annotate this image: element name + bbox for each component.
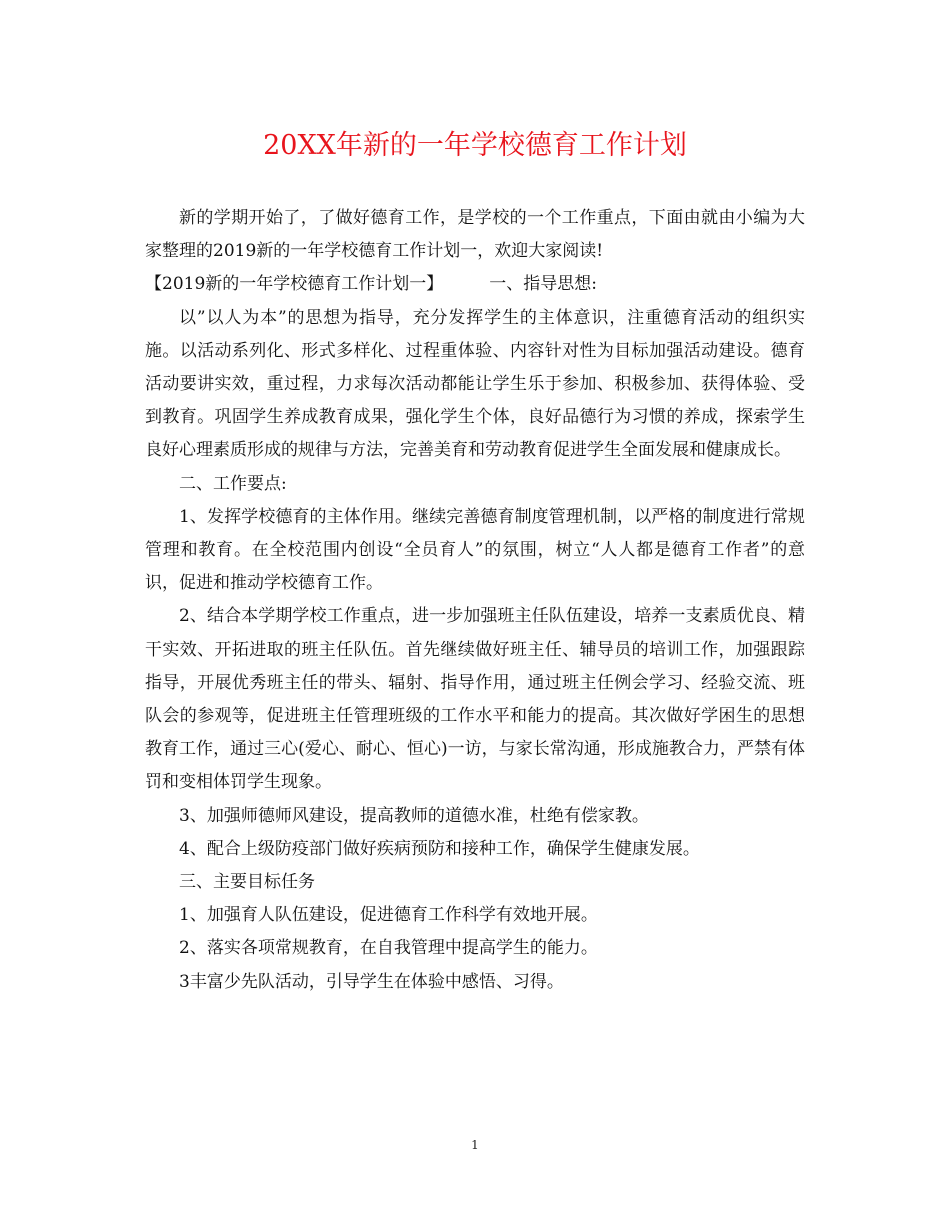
intro-paragraph: 新的学期开始了，了做好德育工作，是学校的一个工作重点，下面由就由小编为大家整理的2019新的一年学校德育工作计划一，欢迎大家阅读! <box>145 208 805 262</box>
section-header-line <box>145 268 805 301</box>
heading-work-points: 二、工作要点: <box>179 473 287 494</box>
guiding-ideology-paragraph: 以”以人为本”的思想为指导，充分发挥学生的主体意识，注重德育活动的组织实施。以活动系列化、形式多样化、过程重体验、内容针对性为目标加强活动建设。德育活动要讲实效，重过程，力求每次活动都能让学生乐于参加、积极参加、获得体验、受到教育。巩固学生养成教育成果，强化学生个体，良好品德行为习惯的养成，探索学生良好心理素质形成的规律与方法，完善美育和劳动教育促进学生全面发展和健康成长。 <box>145 307 805 461</box>
document-title: 20XX年新的一年学校德育工作计划 <box>263 130 687 161</box>
work-point-4: 4、配合上级防疫部门做好疾病预防和接种工作，确保学生健康发展。 <box>179 838 700 859</box>
task-2: 2、落实各项常规教育，在自我管理中提高学生的能力。 <box>179 938 598 959</box>
page-number: 1 <box>471 1138 479 1152</box>
work-point-1: 1、发挥学校德育的主体作用。继续完善德育制度管理机制，以严格的制度进行常规管理和教育。在全校范围内创设“全员育人”的氛围，树立“人人都是德育工作者”的意识，促进和推动学校德育工作。 <box>145 506 805 594</box>
work-point-2: 2、结合本学期学校工作重点，进一步加强班主任队伍建设，培养一支素质优良、精干实效、开拓进取的班主任队伍。首先继续做好班主任、辅导员的培训工作，加强跟踪指导，开展优秀班主任的带头、辐射、指导作用，通过班主任例会学习、经验交流、班队会的参观等，促进班主任管理班级的工作水平和能力的提高。其次做好学困生的思想教育工作，通过三心(爱心、耐心、恒心)一访，与家长常沟通，形成施教合力，严禁有体罚和变相体罚学生现象。 <box>145 606 805 793</box>
task-1: 1、加强育人队伍建设，促进德育工作科学有效地开展。 <box>179 905 598 926</box>
document-body <box>145 202 805 999</box>
work-point-3: 3、加强师德师风建设，提高教师的道德水准，杜绝有偿家教。 <box>179 805 649 826</box>
section-header: 【2019新的一年学校德育工作计划一】 <box>145 274 444 295</box>
heading-guiding-ideology: 一、指导思想: <box>489 274 597 295</box>
heading-main-tasks: 三、主要目标任务 <box>179 872 315 893</box>
task-3: 3丰富少先队活动，引导学生在体验中感悟、习得。 <box>179 971 564 992</box>
